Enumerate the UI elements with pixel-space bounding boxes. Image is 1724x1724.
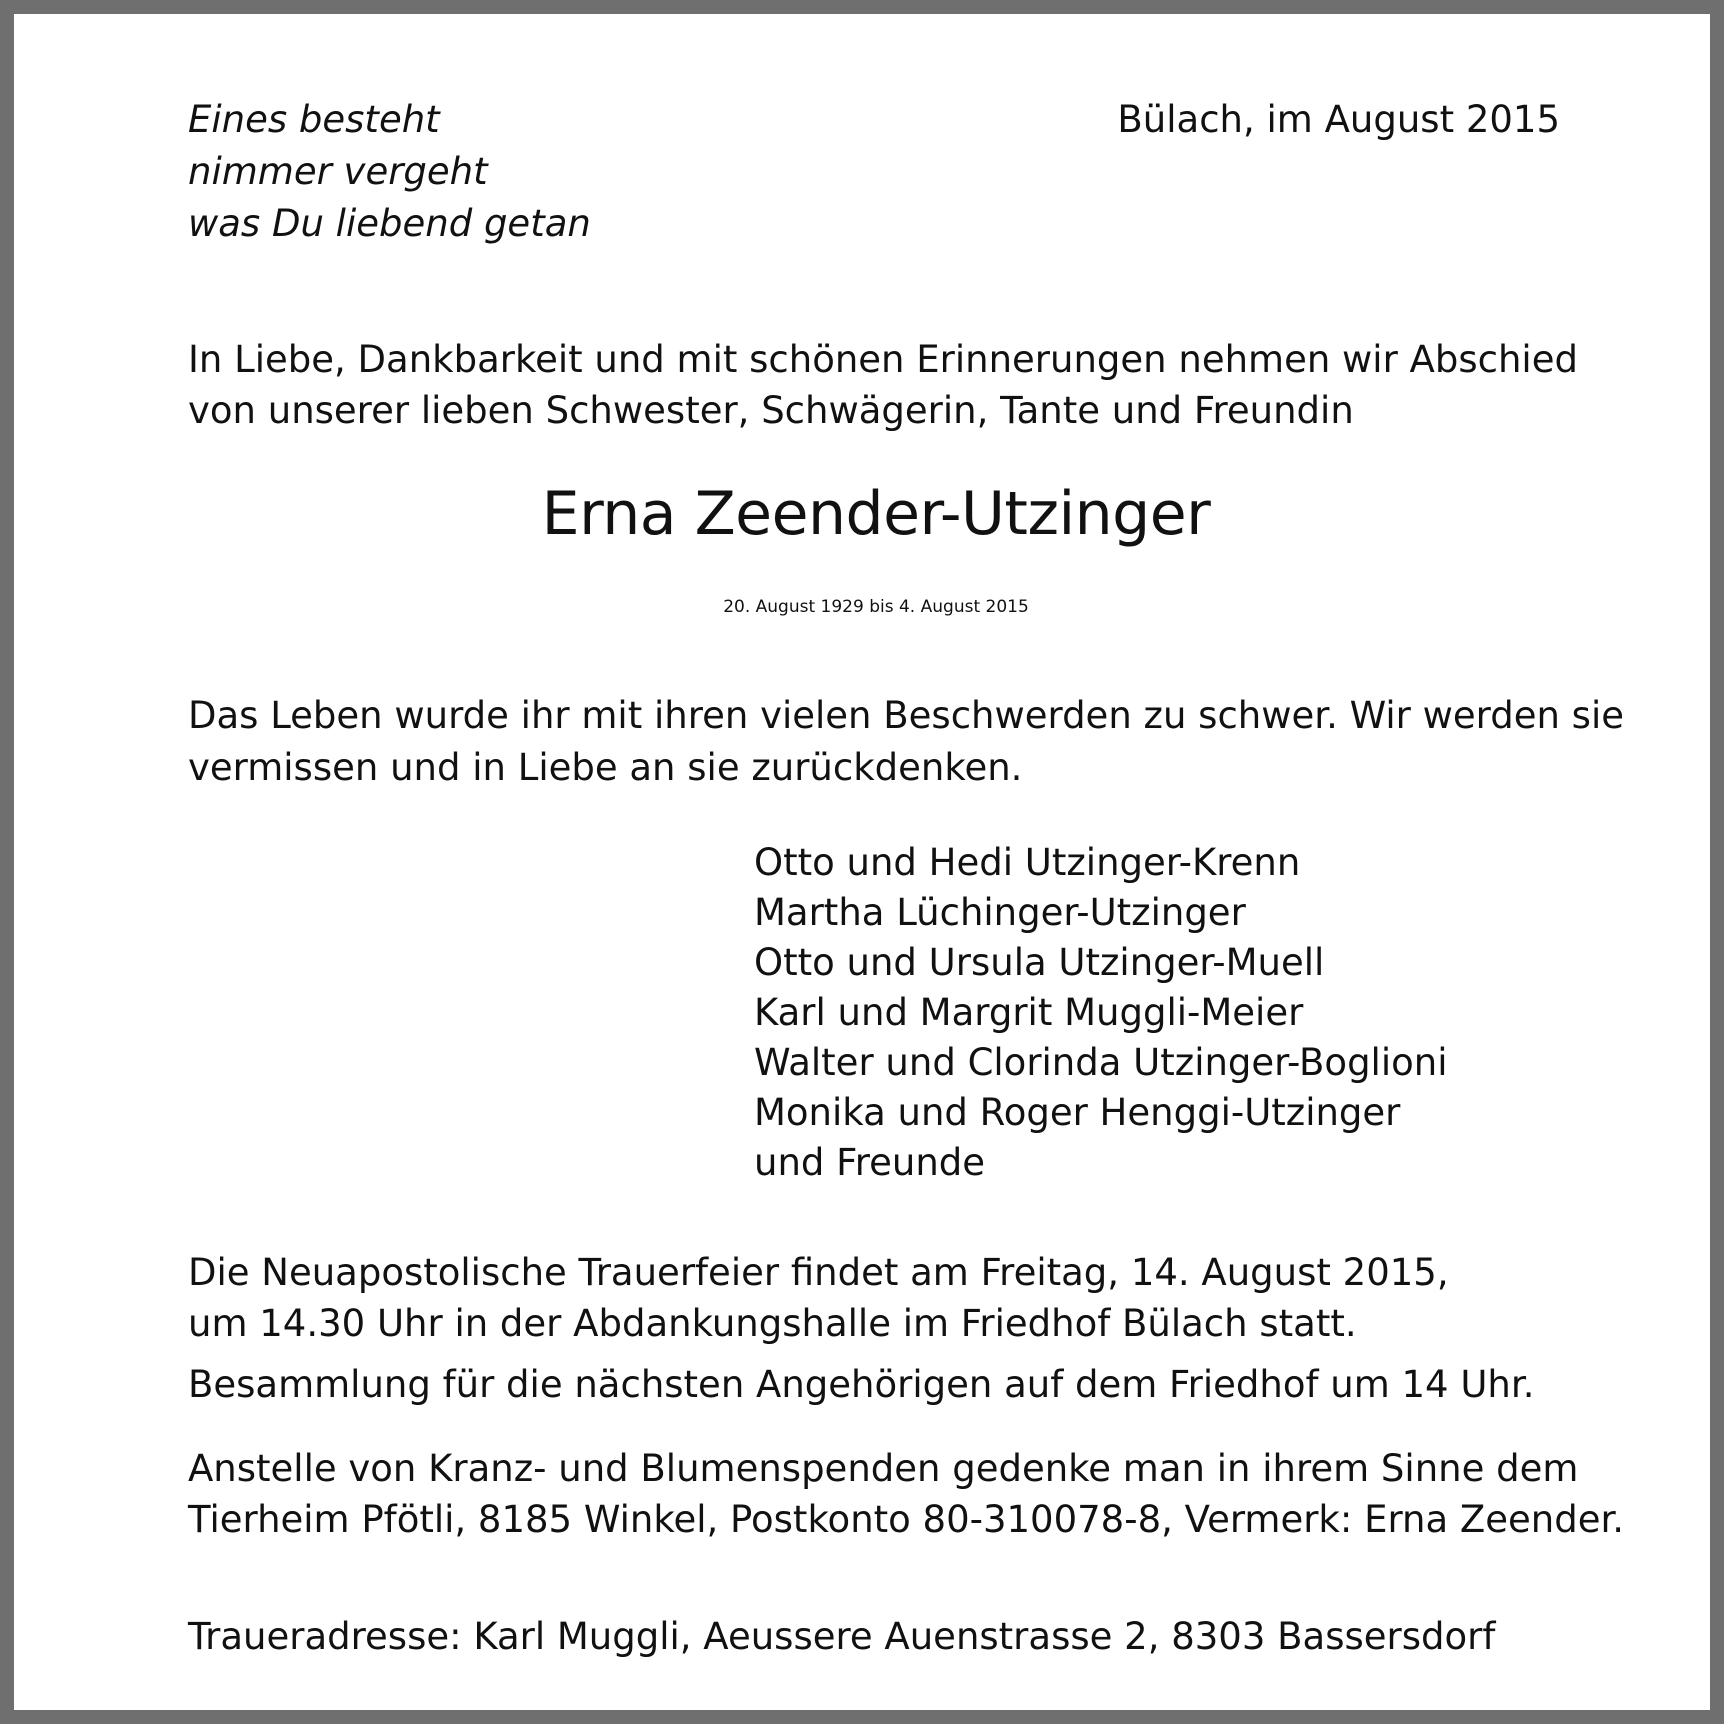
mourning-address: Traueradresse: Karl Muggli, Aeussere Auenstrasse 2, 8303 Bassersdorf [188,1615,1496,1658]
intro-line-2: von unserer lieben Schwester, Schwägerin, Tante und Freundin [188,389,1354,432]
gathering-note: Besammlung für die nächsten Angehörigen auf dem Friedhof um 14 Uhr. [188,1363,1535,1406]
service-line-2: um 14.30 Uhr in der Abdankungshalle im Friedhof Bülach statt. [188,1302,1357,1345]
mourner-2: Martha Lüchinger-Utzinger [754,891,1246,934]
mourner-6: Monika und Roger Henggi-Utzinger [754,1091,1401,1134]
intro-line-1: In Liebe, Dankbarkeit und mit schönen Erinnerungen nehmen wir Abschied [188,338,1578,381]
motto-line-2: nimmer vergeht [188,150,488,193]
mourner-1: Otto und Hedi Utzinger-Krenn [754,841,1301,884]
message-line-2: vermissen und in Liebe an sie zurückdenken. [188,746,1023,789]
motto-line-3: was Du liebend getan [188,202,591,245]
mourner-7: und Freunde [754,1141,986,1184]
service-line-1: Die Neuapostolische Trauerfeier findet am Freitag, 14. August 2015, [188,1251,1449,1294]
motto-line-1: Eines besteht [188,98,440,141]
mourner-4: Karl und Margrit Muggli-Meier [754,991,1304,1034]
life-dates: 20. August 1929 bis 4. August 2015 [723,597,1029,617]
mourner-5: Walter und Clorinda Utzinger-Boglioni [754,1041,1448,1084]
donation-line-2: Tierheim Pfötli, 8185 Winkel, Postkonto 80-310078-8, Vermerk: Erna Zeender. [188,1498,1625,1541]
place-date: Bülach, im August 2015 [1117,98,1560,141]
deceased-name: Erna Zeender-Utzinger [541,479,1211,549]
mourner-3: Otto und Ursula Utzinger-Muell [754,941,1325,984]
message-line-1: Das Leben wurde ihr mit ihren vielen Beschwerden zu schwer. Wir werden sie [188,694,1624,737]
donation-line-1: Anstelle von Kranz- und Blumenspenden gedenke man in ihrem Sinne dem [188,1447,1579,1490]
